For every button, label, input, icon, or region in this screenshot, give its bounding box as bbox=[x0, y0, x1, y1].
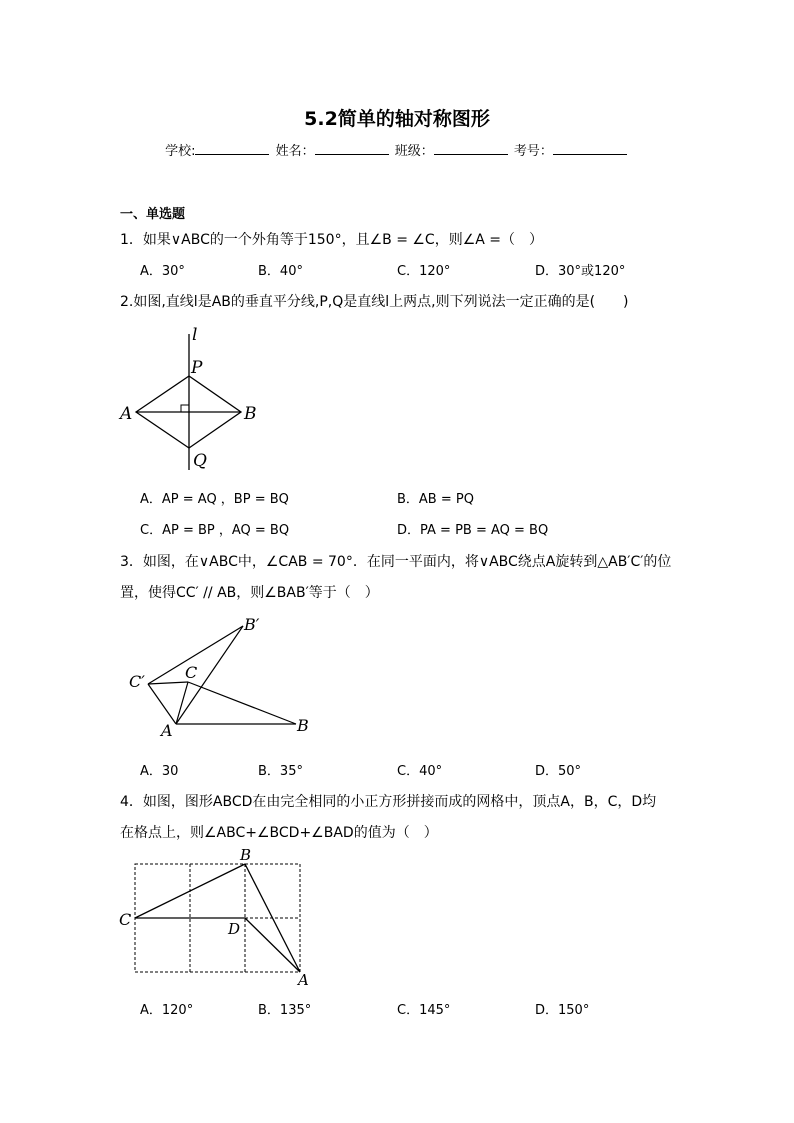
question-3-option-c: C．40° bbox=[397, 764, 443, 779]
question-3-stem-line-2: 置，使得CC′ // AB，则∠BAB′等于（ ） bbox=[120, 585, 379, 601]
class-blank bbox=[434, 142, 508, 155]
question-3-option-a: A．30 bbox=[140, 764, 179, 779]
label-d: D bbox=[228, 920, 241, 938]
question-3-figure bbox=[122, 612, 322, 742]
segment-da bbox=[245, 918, 300, 972]
question-4-option-d: D．150° bbox=[535, 1003, 590, 1018]
question-2-option-a: A．AP = AQ ，BP = BQ bbox=[140, 492, 289, 507]
label-p: P bbox=[191, 358, 203, 378]
label-q: Q bbox=[193, 451, 207, 471]
school-label: 学校: bbox=[165, 144, 196, 159]
label-c-prime: C′ bbox=[129, 672, 145, 691]
question-1-option-c: C．120° bbox=[397, 264, 451, 279]
student-info-line bbox=[0, 140, 794, 159]
question-2-option-d: D．PA = PB = AQ = BQ bbox=[397, 523, 549, 538]
question-3-stem-line-1: 3．如图，在∨ABC中，∠CAB = 70°．在同一平面内，将∨ABC绕点A旋转到△AB′C′的位 bbox=[120, 554, 672, 570]
school-blank bbox=[195, 142, 269, 155]
question-4-option-c: C．145° bbox=[397, 1003, 451, 1018]
label-l: l bbox=[192, 325, 198, 345]
right-angle-mark bbox=[181, 405, 189, 412]
segment-a-c-prime bbox=[148, 684, 176, 724]
label-a: A bbox=[298, 971, 309, 989]
question-4-stem-line-2: 在格点上，则∠ABC+∠BCD+∠BAD的值为（ ） bbox=[120, 825, 438, 841]
question-1-stem: 1．如果∨ABC的一个外角等于150°，且∠B = ∠C，则∠A =（ ） bbox=[120, 232, 544, 248]
question-2-option-b: B．AB = PQ bbox=[397, 492, 474, 507]
question-2-figure bbox=[112, 320, 272, 480]
class-label: 班级： bbox=[394, 144, 434, 159]
segment-c-b bbox=[188, 682, 296, 724]
section-heading: 一、单选题 bbox=[120, 207, 186, 222]
name-blank bbox=[315, 142, 389, 155]
label-b-prime: B′ bbox=[244, 615, 260, 634]
name-label: 姓名： bbox=[275, 144, 315, 159]
question-4-figure bbox=[115, 845, 325, 990]
question-4-stem-line-1: 4．如图，图形ABCD在由完全相同的小正方形拼接而成的网格中，顶点A，B，C，D均 bbox=[120, 794, 657, 810]
question-4-option-a: A．120° bbox=[140, 1003, 194, 1018]
number-label: 考号： bbox=[513, 144, 553, 159]
question-1-option-d: D．30°或120° bbox=[535, 264, 626, 279]
question-1-option-a: A．30° bbox=[140, 264, 185, 279]
question-3-option-b: B．35° bbox=[258, 764, 303, 779]
question-2-stem: 2.如图,直线l是AB的垂直平分线,P,Q是直线l上两点,则下列说法一定正确的是( ) bbox=[120, 294, 629, 310]
label-b: B bbox=[244, 404, 257, 424]
page-title: 5.2简单的轴对称图形 bbox=[304, 108, 490, 130]
question-4-option-b: B．135° bbox=[258, 1003, 312, 1018]
label-a: A bbox=[120, 404, 133, 424]
label-b: B bbox=[297, 716, 309, 735]
label-c: C bbox=[119, 910, 132, 929]
segment-a-c bbox=[176, 682, 188, 724]
segment-c-c-prime bbox=[148, 682, 188, 684]
number-blank bbox=[553, 142, 627, 155]
question-2-option-c: C．AP = BP ，AQ = BQ bbox=[140, 523, 290, 538]
label-a: A bbox=[161, 721, 173, 740]
question-1-option-b: B．40° bbox=[258, 264, 303, 279]
label-c: C bbox=[185, 663, 198, 682]
label-b: B bbox=[240, 846, 252, 864]
question-3-option-d: D．50° bbox=[535, 764, 582, 779]
